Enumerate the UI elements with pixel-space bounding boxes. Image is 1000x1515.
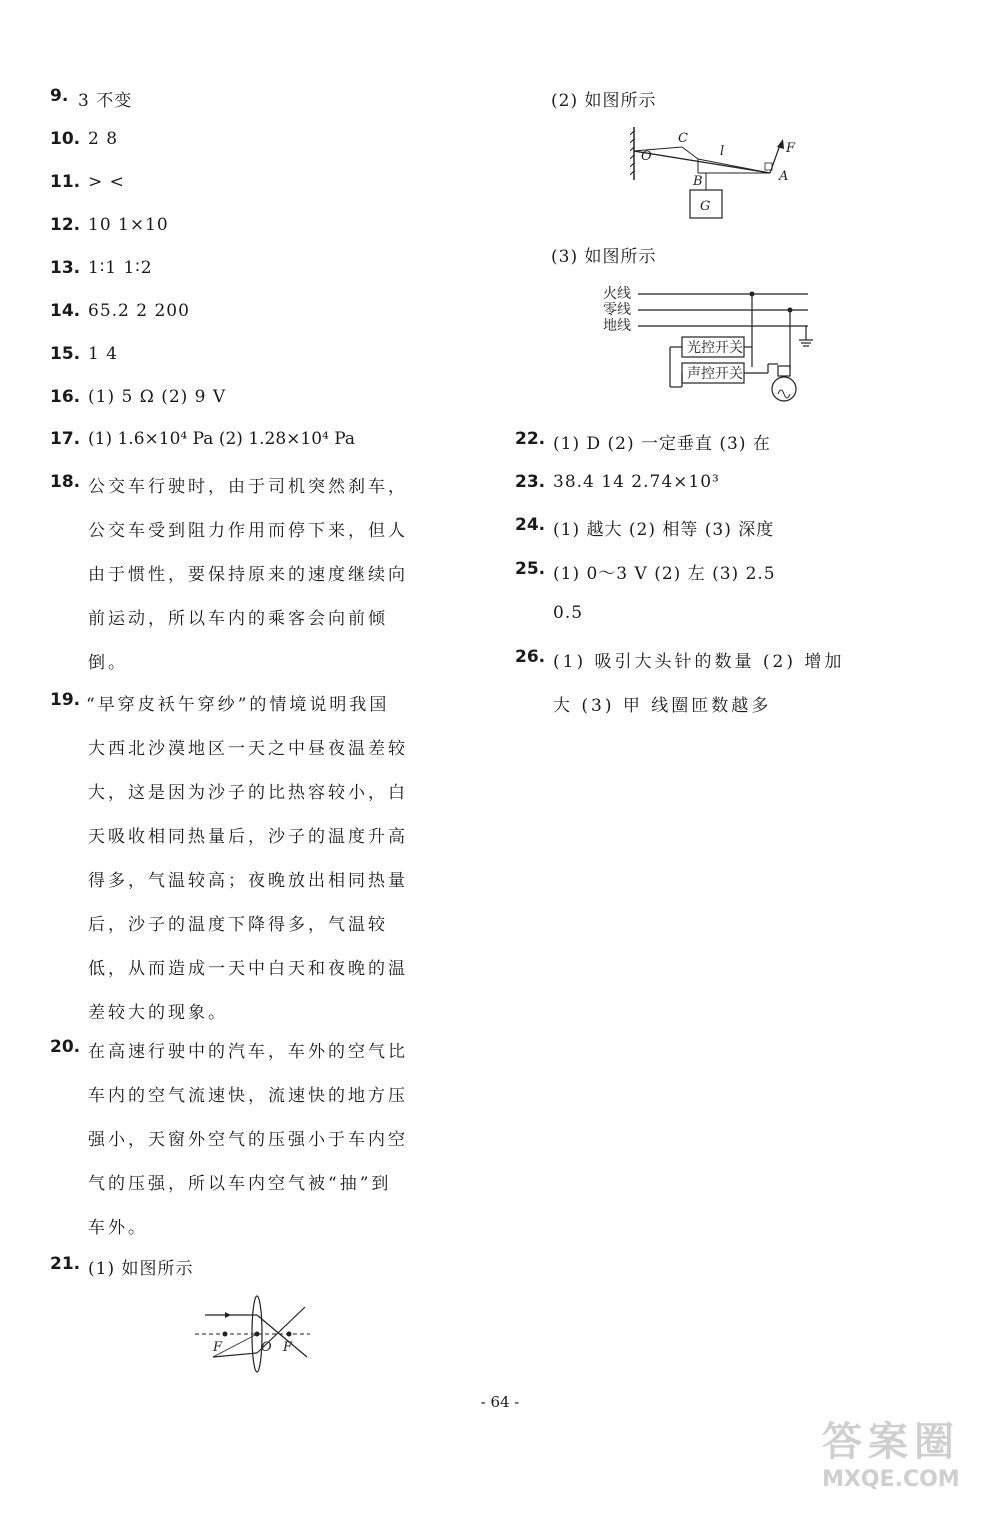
lens-label-o: O <box>261 1340 272 1355</box>
answer-text: 65.2 2 200 <box>88 301 190 321</box>
answer-text: 38.4 14 2.74×10³ <box>553 472 720 492</box>
answer-text-continued: 大 (3) 甲 线圈匝数越多 <box>553 696 772 716</box>
answer-text: 1 4 <box>88 344 119 364</box>
circuit-diagram <box>600 282 825 412</box>
watermark-text: 答案圈 <box>822 1419 960 1465</box>
paragraph-line: “早穿皮袄午穿纱”的情境说明我国 <box>86 695 390 715</box>
lever-label-g: G <box>700 199 711 214</box>
question-number: 21. <box>50 1254 81 1274</box>
question-number: 9. <box>50 86 69 106</box>
paragraph-line: 低，从而造成一天中白天和夜晚的温 <box>88 959 408 979</box>
paragraph-line: 天吸收相同热量后，沙子的温度升高 <box>88 827 408 847</box>
question-number: 18. <box>50 472 81 492</box>
question-number: 19. <box>50 690 81 710</box>
question-number: 16. <box>50 387 81 407</box>
circuit-label-fire: 火线 <box>603 286 631 302</box>
answer-text: (2) 如图所示 <box>551 91 657 111</box>
answer-text: 2 8 <box>88 129 119 149</box>
answer-text: (1) 1.6×10⁴ Pa (2) 1.28×10⁴ Pa <box>88 429 356 449</box>
circuit-label-ground: 地线 <box>603 318 631 334</box>
paragraph-line: 车外。 <box>88 1218 148 1238</box>
question-number: 14. <box>50 301 81 321</box>
lens-label-f-right: F <box>283 1340 293 1355</box>
question-number: 12. <box>50 215 81 235</box>
lever-label-f: F <box>786 141 796 156</box>
paragraph-line: 强小，天窗外空气的压强小于车内空 <box>88 1130 408 1150</box>
lever-label-a: A <box>779 169 789 184</box>
lens-label-f-left: F <box>213 1340 223 1355</box>
paragraph-line: 由于惯性，要保持原来的速度继续向 <box>88 565 408 585</box>
question-number: 15. <box>50 344 81 364</box>
lever-label-l: l <box>720 144 725 159</box>
answer-text: (3) 如图所示 <box>551 247 657 267</box>
paragraph-line: 倒。 <box>88 653 128 673</box>
paragraph-line: 大西北沙漠地区一天之中昼夜温差较 <box>88 739 408 759</box>
paragraph-line: 得多，气温较高；夜晚放出相同热量 <box>88 871 408 891</box>
answer-text-continued: 0.5 <box>553 603 584 623</box>
question-number: 23. <box>515 472 546 492</box>
paragraph-line: 大，这是因为沙子的比热容较小，白 <box>88 783 408 803</box>
answer-text: (1) 吸引大头针的数量 (2) 增加 <box>553 652 845 672</box>
answer-text: (1) 0～3 V (2) 左 (3) 2.5 <box>553 564 776 584</box>
circuit-label-neutral: 零线 <box>603 302 631 318</box>
question-number: 13. <box>50 258 81 278</box>
question-number: 22. <box>515 429 546 449</box>
watermark-url: MXQE.COM <box>822 1467 960 1492</box>
answer-text: (1) 5 Ω (2) 9 V <box>88 387 227 407</box>
question-number: 10. <box>50 129 81 149</box>
circuit-label-light-switch: 光控开关 <box>687 340 743 356</box>
question-number: 25. <box>515 559 546 579</box>
lever-diagram <box>630 125 810 225</box>
paragraph-line: 前运动，所以车内的乘客会向前倾 <box>88 609 388 629</box>
paragraph-line: 后，沙子的温度下降得多，气温较 <box>88 915 388 935</box>
answer-text: > < <box>88 172 125 192</box>
lever-label-b: B <box>693 174 703 189</box>
lever-label-o: O <box>641 149 652 164</box>
answer-text: (1) 如图所示 <box>88 1259 194 1279</box>
paragraph-line: 公交车受到阻力作用而停下来，但人 <box>88 521 408 541</box>
answer-text: 3 不变 <box>78 91 133 111</box>
question-number: 26. <box>515 647 546 667</box>
paragraph-line: 差较大的现象。 <box>88 1003 228 1023</box>
question-number: 17. <box>50 429 81 449</box>
paragraph-line: 在高速行驶中的汽车，车外的空气比 <box>88 1042 408 1062</box>
paragraph-line: 车内的空气流速快，流速快的地方压 <box>88 1086 408 1106</box>
lens-ray-diagram <box>195 1295 320 1380</box>
paragraph-line: 公交车行驶时，由于司机突然刹车， <box>88 477 408 497</box>
page-number: - 64 - <box>480 1393 520 1411</box>
answer-text: (1) 越大 (2) 相等 (3) 深度 <box>553 520 775 540</box>
watermark-logo <box>822 1410 960 1492</box>
question-number: 24. <box>515 515 546 535</box>
circuit-label-sound-switch: 声控开关 <box>687 366 743 382</box>
question-number: 20. <box>50 1037 81 1057</box>
question-number: 11. <box>50 172 81 192</box>
lever-label-c: C <box>678 131 688 146</box>
answer-text: 1∶1 1∶2 <box>88 258 153 278</box>
paragraph-line: 气的压强，所以车内空气被“抽”到 <box>88 1174 392 1194</box>
answer-text: 10 1×10 <box>88 215 169 235</box>
answer-text: (1) D (2) 一定垂直 (3) 在 <box>553 434 771 454</box>
